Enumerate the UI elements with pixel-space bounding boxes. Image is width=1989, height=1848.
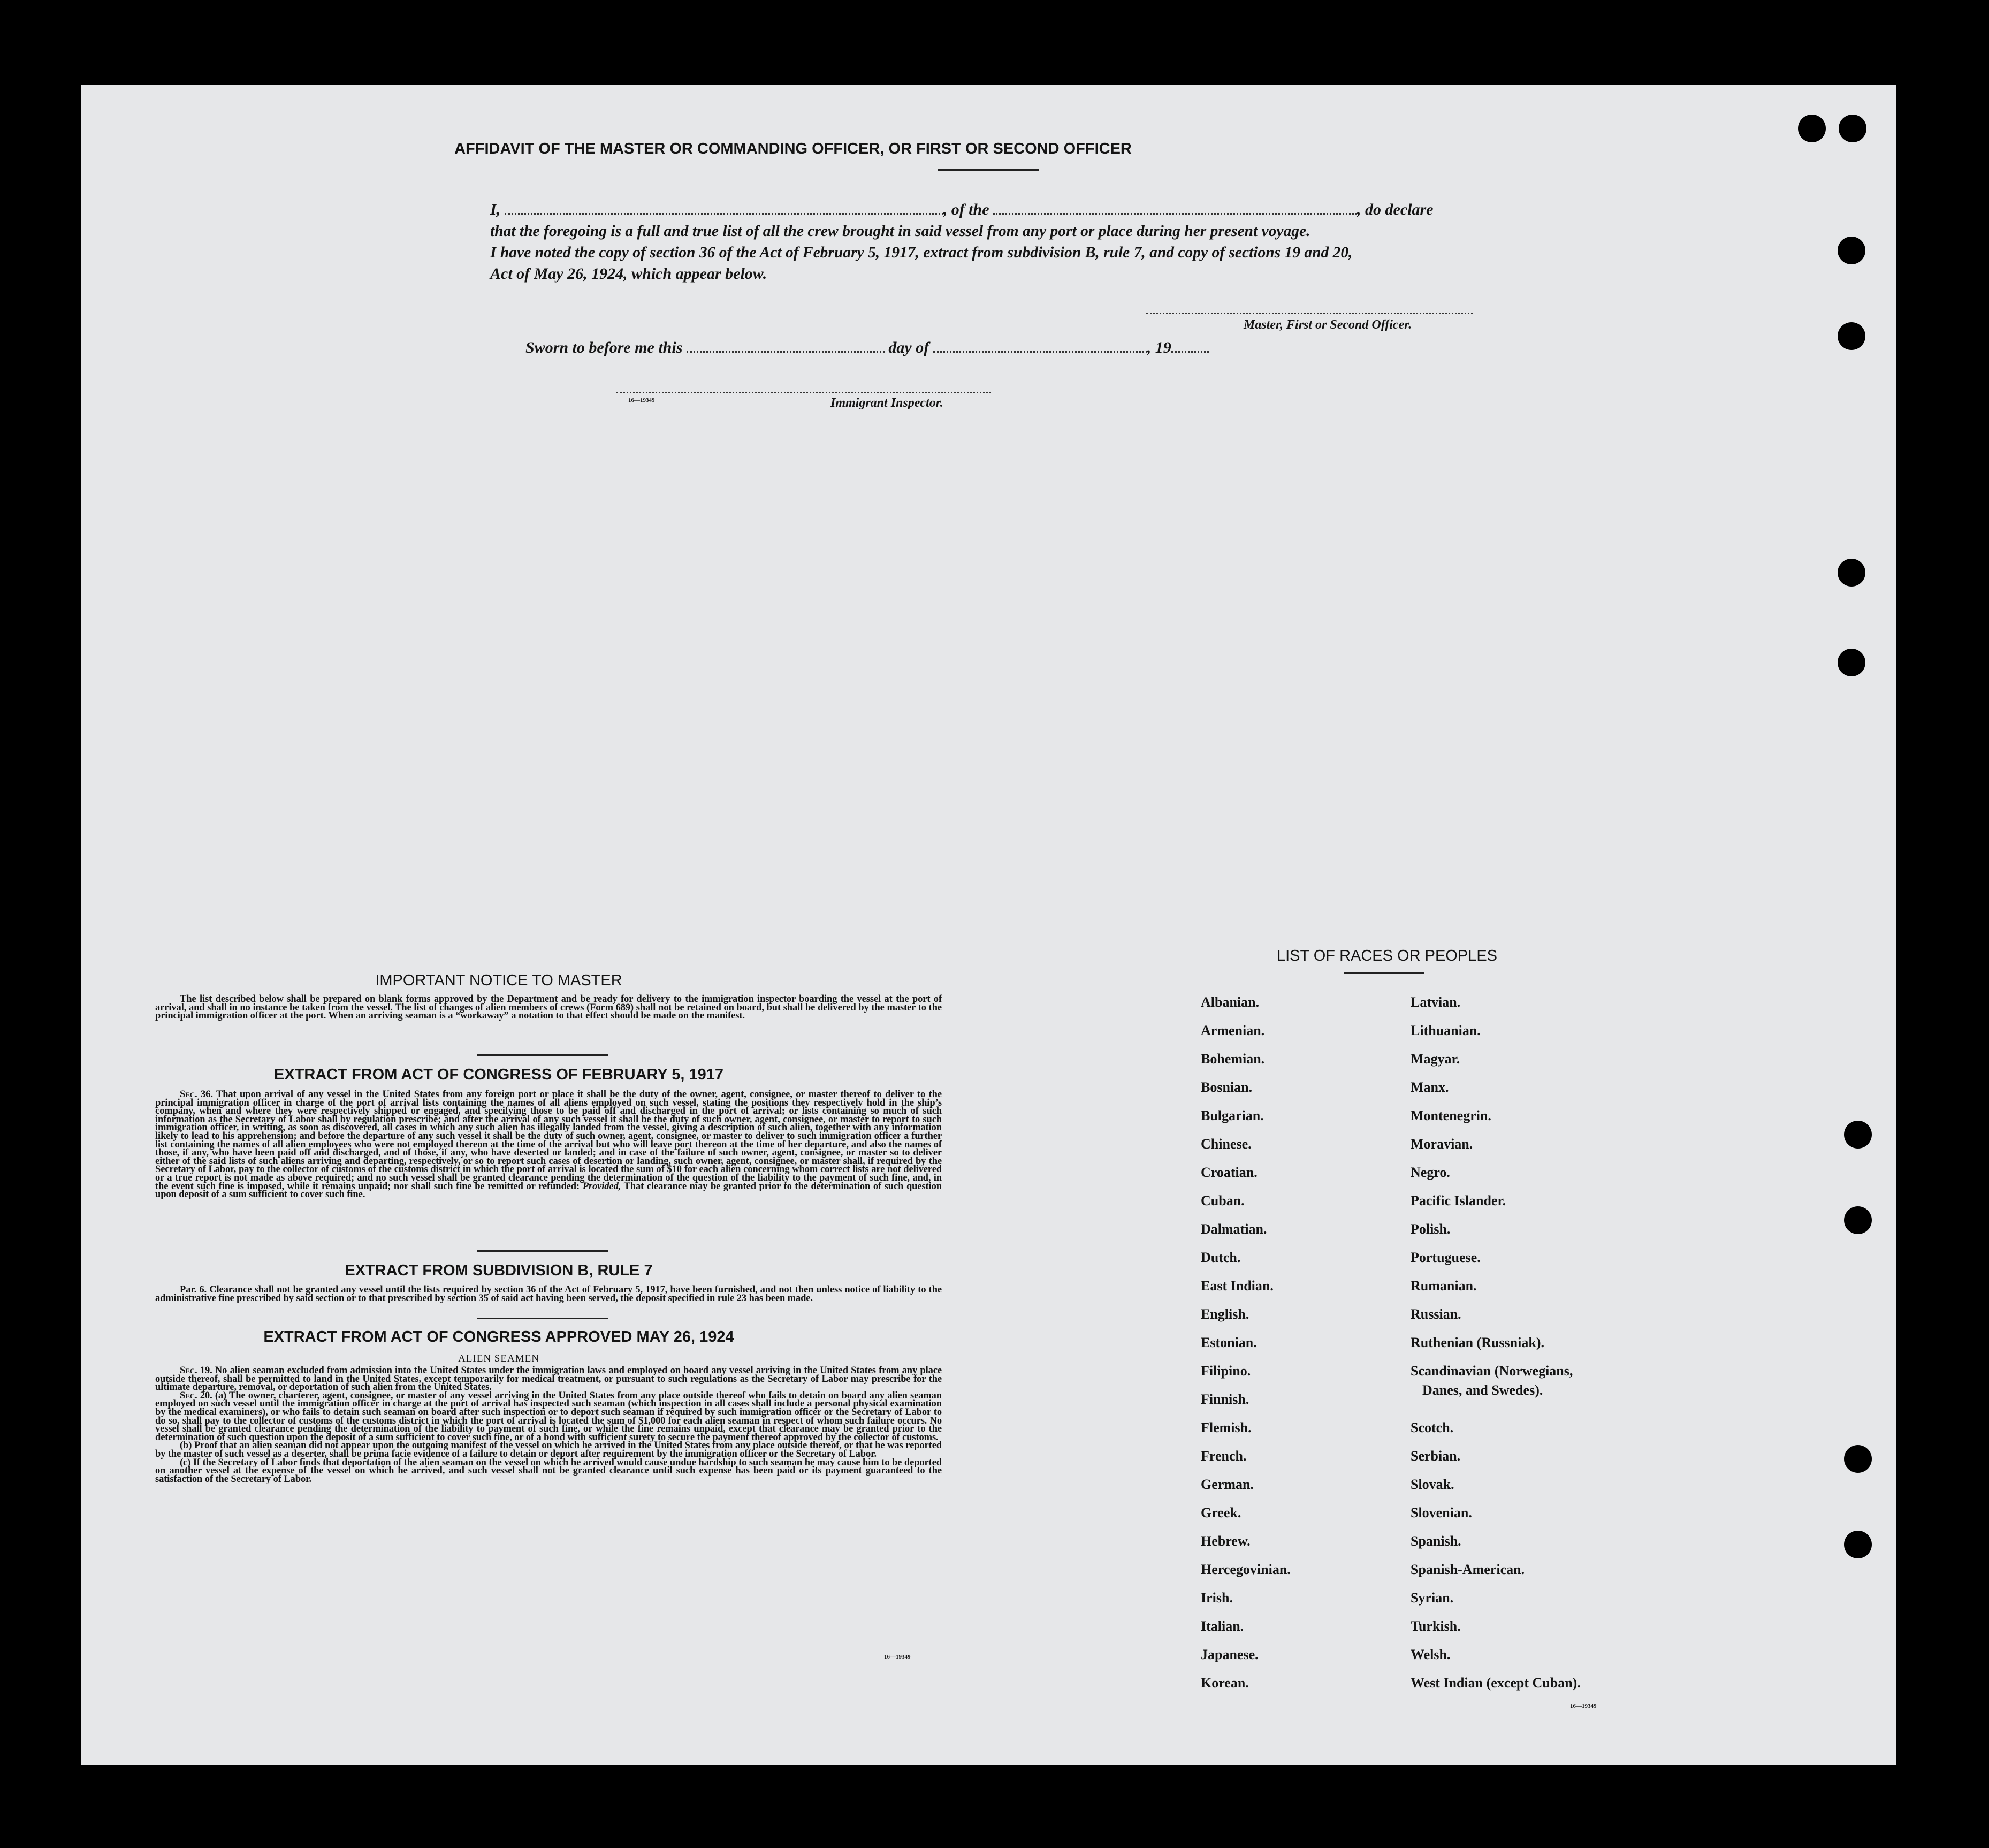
- race-item: Rumanian.: [1411, 1278, 1477, 1294]
- race-item: Montenegrin.: [1411, 1108, 1491, 1123]
- punch-hole: [1838, 649, 1865, 676]
- sworn-year-field[interactable]: [1171, 338, 1209, 353]
- race-item: Serbian.: [1411, 1448, 1461, 1464]
- extract-1917-title: EXTRACT FROM ACT OF CONGRESS OF FEBRUARY 5, 1917: [273, 1066, 724, 1083]
- divider: [1344, 972, 1424, 974]
- divider: [477, 1250, 608, 1252]
- punch-hole: [1839, 115, 1866, 142]
- race-item: Portuguese.: [1411, 1250, 1481, 1265]
- section-label: Sec. 36.: [180, 1089, 213, 1100]
- race-item: Scandinavian (Norwegians,: [1411, 1363, 1573, 1379]
- race-item: Croatian.: [1201, 1165, 1258, 1180]
- extract-rule7-title: EXTRACT FROM SUBDIVISION B, RULE 7: [345, 1262, 653, 1279]
- notice-title: IMPORTANT NOTICE TO MASTER: [375, 972, 622, 989]
- extract-1924-title: EXTRACT FROM ACT OF CONGRESS APPROVED MAY 26, 1924: [263, 1328, 734, 1345]
- race-item: Lithuanian.: [1411, 1023, 1481, 1038]
- race-item: Estonian.: [1201, 1335, 1257, 1350]
- race-item: Bulgarian.: [1201, 1108, 1264, 1123]
- race-item: Bosnian.: [1201, 1079, 1253, 1095]
- year-label: , 19: [1147, 339, 1171, 356]
- race-item: Negro.: [1411, 1165, 1450, 1180]
- race-item: Spanish-American.: [1411, 1562, 1525, 1577]
- race-item: Bohemian.: [1201, 1051, 1265, 1067]
- declaration-line: Act of May 26, 1924, which appear below.: [490, 265, 767, 283]
- form-number: 16—19349: [628, 397, 655, 404]
- section-label: Sec. 20.: [180, 1390, 212, 1401]
- punch-hole: [1838, 237, 1865, 264]
- section-text: (b) Proof that an alien seaman did not appear upon the outgoing manifest of the vessel on which he arrived in the United States from any place outside thereof, or that he was reported by the master of such vessel as a deserter, shall be prima facie evidence of a failure to detain or deport after requirement by the immigration officer or the Secretary of Labor.: [155, 1440, 942, 1459]
- punch-hole: [1838, 322, 1865, 350]
- races-left-column: [1201, 988, 1291, 1697]
- race-item: Slovenian.: [1411, 1505, 1472, 1520]
- master-signature-line[interactable]: [1146, 313, 1473, 314]
- race-item: Turkish.: [1411, 1618, 1461, 1634]
- race-item: Magyar.: [1411, 1051, 1460, 1067]
- punch-hole: [1844, 1445, 1872, 1473]
- section-text: (a) The owner, charterer, agent, consignee, or master of any vessel arriving in the United States from any place outside thereof who fails to detain on board any alien seaman employed on such vessel until the immigration officer in charge at the port of arrival has inspected such seaman (which inspection in all cases shall include a personal physical examination by the medical examiners), or who fails to detain such seaman on board after such inspection or to deport such seaman if required by such immigration officer or the Secretary of Labor to do so, shall pay to the collector of customs of the customs district in which the port of arrival is located the sum of $1,000 for each alien seaman in respect of whom such failure occurs. No vessel shall be granted clearance pending the determination of the liability to payment of such fine, or while the fine remains unpaid, except that clearance may be granted prior to the determination of such question upon the deposit of a sum sufficient to cover such fine, or of a bond with sufficient surety to secure the payment thereof approved by the collector of customs.: [155, 1390, 942, 1443]
- race-item: Polish.: [1411, 1221, 1451, 1237]
- sworn-label: Sworn to before me this: [525, 339, 683, 356]
- section-text: That upon arrival of any vessel in the United States from any foreign port or place it shall be the duty of the owner, agent, consignee, or master thereof to deliver to the principal immigration officer in charge of the port of arrival lists containing the names of all aliens employed on such vessel, stating the positions they respectively hold in the ship’s company, when and where they were respectively shipped or engaged, and specifying those to be paid off and discharged in the port of arrival; or lists containing so much of such information as the Secretary of Labor shall by regulation prescribe; and after the arrival of any such vessel it shall be the duty of such owner, agent, consignee, or master to report to such immigration officer, in writing, as soon as discovered, all cases in which any such alien has illegally landed from the vessel, giving a description of such alien, together with any information likely to lead to his apprehension; and before the departure of any such vessel it shall be the duty of such owner, agent, consignee, or master to deliver to such immigration officer a further list containing the names of all alien employees who were not employed thereon at the time of the arrival but who will leave port thereon at the time of her departure, and also the names of those, if any, who have been paid off and discharged, and of those, if any, who have deserted or landed; and in case of the failure of such owner, agent, consignee, or master so to deliver either of the said lists of such aliens arriving and departing, respectively, or so to report such cases of desertion or landing, such owner, agent, consignee, or master shall, if required by the Secretary of Labor, pay to the collector of customs of the customs district in which the port of arrival is located the sum of $10 for each alien concerning whom correct lists are not delivered or a true report is not made as above required; and no such vessel shall be granted clearance pending the determination of the question of the liability to the payment of such fine, and, in the event such fine is imposed, while it remains unpaid; nor shall such fine be remitted or refunded:: [155, 1089, 942, 1192]
- race-item: Danes, and Swedes).: [1422, 1382, 1543, 1398]
- section-text: No alien seaman excluded from admission into the United States under the immigration laws and employed on board any vessel arriving in the United States from any place outside thereof, shall be permitted to land in the United States, except temporarily for medical treatment, or pursuant to such regulations as the Secretary of Labor may prescribe for the ultimate departure, removal, or deportation of such alien from the United States.: [155, 1365, 942, 1393]
- punch-hole: [1844, 1206, 1872, 1234]
- vessel-name-field[interactable]: [993, 200, 1357, 215]
- race-item: Japanese.: [1201, 1647, 1259, 1662]
- sworn-day-field[interactable]: [687, 338, 885, 353]
- punch-hole: [1798, 115, 1826, 142]
- race-item: Italian.: [1201, 1618, 1244, 1634]
- race-item: Greek.: [1201, 1505, 1241, 1520]
- race-item: Finnish.: [1201, 1391, 1249, 1407]
- race-item: Syrian.: [1411, 1590, 1454, 1606]
- inspector-signature-line[interactable]: [616, 392, 991, 393]
- divider: [477, 1054, 608, 1056]
- race-item: English.: [1201, 1306, 1249, 1322]
- race-item: Pacific Islander.: [1411, 1193, 1506, 1208]
- divider: [938, 169, 1039, 171]
- race-item: Latvian.: [1411, 994, 1461, 1010]
- punch-hole: [1844, 1121, 1872, 1149]
- section-text: (c) If the Secretary of Labor finds that deportation of the alien seaman on the vessel on which he arrived would cause undue hardship to such seaman he may cause him to be deported on another vessel at the expense of the vessel on which he arrived, and such vessel shall not be granted clearance until such expense has been paid or its payment guaranteed to the satisfaction of the Secretary of Labor.: [155, 1457, 942, 1485]
- day-of-label: day of: [888, 339, 929, 356]
- provided-label: Provided,: [582, 1181, 621, 1192]
- signature-caption: Master, First or Second Officer.: [1244, 318, 1412, 332]
- inspector-caption: Immigrant Inspector.: [830, 396, 943, 410]
- notice-paragraph: The list described below shall be prepared on blank forms approved by the Department and be ready for delivery to the immigration inspector boarding the vessel at the port of arrival, and shall in no instance be taken from the vessel. The list of changes of alien members of crews (Form 689) shall not be retained on board, but shall be delivered by the master to the principal immigration officer at the port. When an arriving seaman is a “workaway” a notation to that effect should be made on the manifest.: [155, 994, 942, 1022]
- of-the-label: , of the: [943, 201, 989, 218]
- section-text: That clearance may be granted prior to the determination of such question upon deposit of a sum sufficient to cover such fine.: [155, 1181, 942, 1200]
- rule7-paragraph: Par. 6. Clearance shall not be granted any vessel until the lists required by section 36 of the Act of February 5, 1917, have been furnished, and not then unless notice of liability to the administrative fine prescribed by said section or to that prescribed by section 35 of said act having been served, the deposit specified in rule 23 has been made.: [155, 1284, 942, 1304]
- race-item: Cuban.: [1201, 1193, 1245, 1208]
- race-item: Dalmatian.: [1201, 1221, 1267, 1237]
- race-item: West Indian (except Cuban).: [1411, 1675, 1581, 1691]
- race-item: Slovak.: [1411, 1477, 1454, 1492]
- race-item: Hercegovinian.: [1201, 1562, 1291, 1577]
- race-item: Welsh.: [1411, 1647, 1451, 1662]
- alien-seamen-subtitle: ALIEN SEAMEN: [458, 1353, 539, 1364]
- race-item: German.: [1201, 1477, 1254, 1492]
- form-sheet: [81, 85, 1896, 1765]
- race-item: Scotch.: [1411, 1420, 1454, 1435]
- race-item: Armenian.: [1201, 1023, 1265, 1038]
- punch-hole: [1838, 559, 1865, 587]
- race-item: Hebrew.: [1201, 1533, 1251, 1549]
- race-item: Korean.: [1201, 1675, 1249, 1691]
- race-item: French.: [1201, 1448, 1247, 1464]
- race-item: Chinese.: [1201, 1136, 1252, 1152]
- affidavit-declaration: [490, 199, 1580, 285]
- declarant-label: I,: [490, 201, 501, 218]
- race-item: Ruthenian (Russniak).: [1411, 1335, 1544, 1350]
- races-title: LIST OF RACES OR PEOPLES: [1276, 947, 1498, 964]
- declarant-name-field[interactable]: [505, 200, 943, 215]
- extract-1924-text: [155, 1367, 942, 1484]
- extract-1917-text: [155, 1091, 942, 1199]
- section-label: Sec. 19.: [180, 1365, 212, 1376]
- race-item: Spanish.: [1411, 1533, 1461, 1549]
- sworn-line: [525, 338, 1209, 357]
- form-number: 16—19349: [1570, 1703, 1597, 1709]
- divider: [477, 1318, 608, 1319]
- declaration-line: I have noted the copy of section 36 of the Act of February 5, 1917, extract from subdivision B, rule 7, and copy of sections 19 and 20,: [490, 244, 1353, 261]
- extract-rule7-text: [155, 1286, 942, 1303]
- declaration-line: that the foregoing is a full and true list of all the crew brought in said vessel from any port or place during her present voyage.: [490, 223, 1310, 240]
- sworn-month-field[interactable]: [933, 338, 1147, 353]
- race-item: Flemish.: [1201, 1420, 1252, 1435]
- do-declare-label: , do declare: [1357, 201, 1434, 218]
- race-item: Dutch.: [1201, 1250, 1241, 1265]
- race-item: Manx.: [1411, 1079, 1449, 1095]
- race-item: East Indian.: [1201, 1278, 1274, 1294]
- punch-hole: [1844, 1531, 1872, 1558]
- notice-text: [155, 995, 942, 1021]
- races-right-column: [1411, 988, 1581, 1697]
- affidavit-title: AFFIDAVIT OF THE MASTER OR COMMANDING OFFICER, OR FIRST OR SECOND OFFICER: [454, 140, 1132, 157]
- form-number: 16—19349: [884, 1654, 911, 1660]
- race-item: Moravian.: [1411, 1136, 1473, 1152]
- race-item: Irish.: [1201, 1590, 1233, 1606]
- race-item: Filipino.: [1201, 1363, 1251, 1379]
- race-item: Albanian.: [1201, 994, 1260, 1010]
- race-item: Russian.: [1411, 1306, 1461, 1322]
